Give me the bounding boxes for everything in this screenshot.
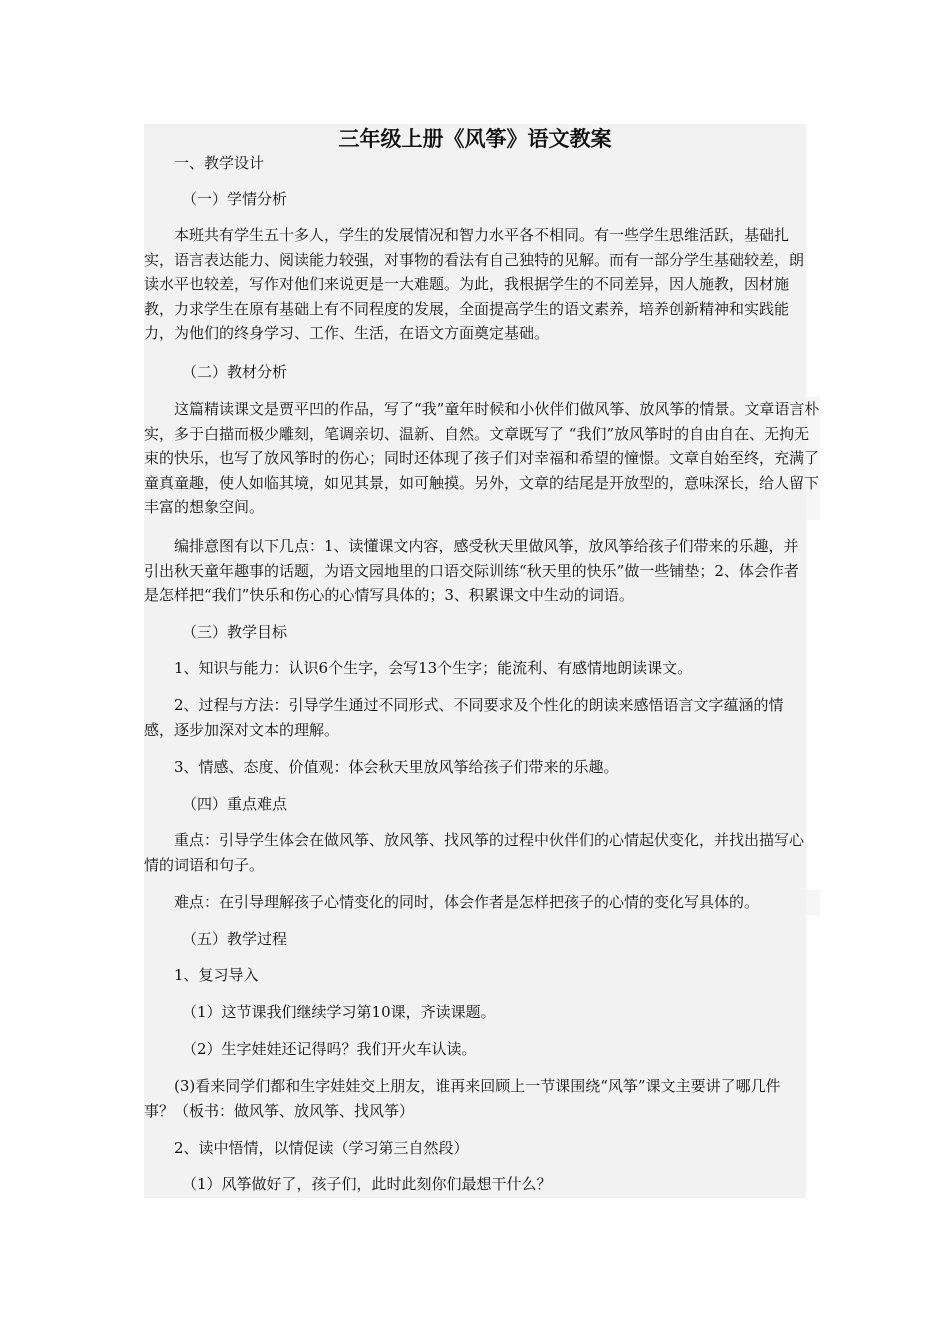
paragraph-step-3: (3)看来同学们都和生字娃娃交上朋友，谁再来回顾上一节课围绕“风筝”课文主要讲了哪几件事？（板书：做风筝、放风筝、找风筝） [144,1077,781,1120]
paragraph-step-1: （1）这节课我们继续学习第10课，齐读课题。 [182,1003,496,1021]
heading-reading-emotion: 2、读中悟情，以情促读（学习第三自然段） [174,1139,469,1157]
heading-teaching-goals: （三）教学目标 [182,623,288,641]
paragraph-learner-analysis: 本班共有学生五十多人，学生的发展情况和智力水平各不相同。有一些学生思维活跃，基础扎实，语言表达能力、阅读能力较强，对事物的看法有自己独特的见解。而有一部分学生基础较差，朗读水平也较差，写作对他们来说更是一大难题。为此，我根据学生的不同差异，因人施教，因材施教，力求学生在原有基础上有不同程度的发展，全面提高学生的语文素养，培养创新精神和实践能力，为他们的终身学习、工作、生活，在语文方面奠定基础。 [144,226,805,342]
paragraph-key-point: 重点：引导学生体会在做风筝、放风筝、找风筝的过程中伙伴们的心情起伏变化，并找出描写心情的词语和句子。 [144,831,805,874]
heading-key-points: （四）重点难点 [182,795,288,813]
document-title: 三年级上册《风筝》语文教案 [338,126,612,151]
paragraph-arrangement-intent: 编排意图有以下几点：1、读懂课文内容，感受秋天里做风筝，放风筝给孩子们带来的乐趣，并引出秋天童年趣事的话题，为语文园地里的口语交际训练“秋天里的快乐”做一些铺垫；2、体会作者是怎样把“我们”快乐和伤心的心情写具体的；3、积累课文中生动的词语。 [144,537,799,604]
heading-material-analysis: （二）教材分析 [182,363,288,381]
paragraph-difficult-point: 难点：在引导理解孩子心情变化的同时，体会作者是怎样把孩子的心情的变化写具体的。 [144,890,820,915]
document-page [144,124,820,1198]
paragraph-material-analysis: 这篇精读课文是贾平凹的作品，写了“我”童年时候和小伙伴们做风筝、放风筝的情景。文章语言朴实，多于白描而极少雕刻，笔调亲切、温新、自然。文章既写了 “我们”放风筝时的自由自在、无拘无束的快乐，也写了放风筝时的伤心；同时还体现了孩子们对幸福和希望的憧憬。文章自始至终，充满了童真童趣，使人如临其境，如见其景，如可触摸。另外，文章的结尾是开放型的，意味深长，给人留下丰富的想象空间。 [144,397,820,520]
heading-teaching-design: 一、教学设计 [174,154,265,172]
heading-learner-analysis: （一）学情分析 [182,190,288,208]
heading-review-intro: 1、复习导入 [174,966,259,984]
paragraph-goal-emotion: 3、情感、态度、价值观：体会秋天里放风筝给孩子们带来的乐趣。 [174,758,619,776]
paragraph-question-1: （1）风筝做好了，孩子们，此时此刻你们最想干什么？ [182,1175,552,1193]
paragraph-goal-knowledge: 1、知识与能力：认识6个生字，会写13个生字；能流利、有感情地朗读课文。 [174,659,693,677]
heading-teaching-process: （五）教学过程 [182,930,288,948]
paragraph-goal-process: 2、过程与方法：引导学生通过不同形式、不同要求及个性化的朗读来感悟语言文字蕴涵的情感，逐步加深对文本的理解。 [144,696,784,739]
paragraph-step-2: （2）生字娃娃还记得吗？我们开火车认读。 [182,1040,477,1058]
